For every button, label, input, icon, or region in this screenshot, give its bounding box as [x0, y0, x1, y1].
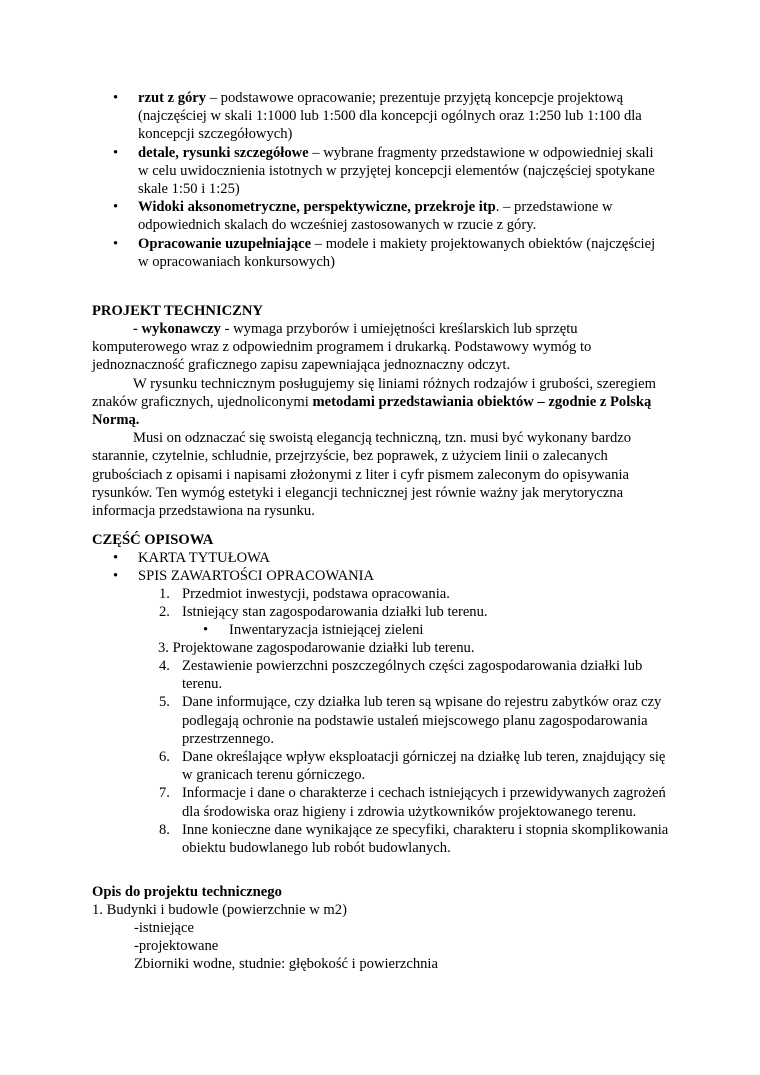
sub-bullet-icon: • [203, 622, 209, 638]
bullet-text: – modele i makiety projektowanych obiektów (najczęściej w opracowaniach konkursowych) [138, 235, 656, 270]
list-item [155, 693, 675, 748]
bullet-icon: • [113, 568, 119, 585]
item-text: Istniejący stan zagospodarowania działki lub terenu. [182, 604, 488, 621]
item-text: Inne konieczne dane wynikające ze specyfiki, charakteru i stopnia skomplikowania obiektu budowlanego lub robót budowlanych. [182, 821, 669, 857]
item-number: 7. [159, 785, 170, 802]
list-item [92, 144, 667, 199]
item-text: Zestawienie powierzchni poszczególnych części zagospodarowania działki lub terenu. [182, 658, 643, 693]
list-item [155, 784, 675, 820]
item-text: Dane określające wpływ eksploatacji górniczej na działkę lub teren, znajdujący się w granicach terenu górniczego. [182, 749, 666, 784]
item-number: 6. [159, 749, 170, 766]
bullet-icon: • [113, 90, 119, 106]
item-number: 2. [159, 604, 170, 621]
list-item-plain: 3. Projektowane zagospodarowanie działki lub terenu. [158, 640, 475, 656]
list-item [155, 585, 675, 603]
paragraph-text: Musi on odznaczać się swoistą elegancją techniczną, tzn. musi być wykonany bardzo starannie, czytelnie, schludnie, przejrzyście, bez poprawek, z użyciem linii o zalecanych grubościach z opisami i napisami złożonymi z liter i cyfr pismem zaleconym do opisywania rysunków. Ten wymóg estetyki i elegancji technicznej jest równie ważny jak merytoryczna informacja przedstawiona na rysunku. [92, 430, 632, 520]
bullet-text: – wybrane fragmenty przedstawione w odpowiedniej skali w celu uwidocznienia istotnych w przyjętej koncepcji elementów (najczęściej spotykane skale 1:50 i 1:25) [138, 144, 655, 198]
paragraph-emphasis: metodami przedstawiania obiektów – zgodnie z Polską Normą. [92, 393, 652, 429]
bullet-icon: • [113, 550, 119, 566]
item-text: Przedmiot inwestycji, podstawa opracowania. [182, 586, 450, 602]
bullet-term: rzut z góry [138, 90, 207, 106]
paragraph-lead: - wykonawczy [133, 321, 221, 337]
section-heading-opis: Opis do projektu technicznego [92, 884, 282, 900]
numbered-list [155, 585, 675, 621]
list-item [92, 235, 667, 271]
sub-bullet-text: Inwentaryzacja istniejącej zieleni [229, 622, 424, 638]
section-heading-projekt: PROJEKT TECHNICZNY [92, 303, 263, 319]
opis-line: -projektowane [134, 938, 219, 954]
list-item [155, 657, 675, 693]
item-text: Informacje i dane o charakterze i cechach istniejących i przewidywanych zagrożeń dla środowiska oraz higieny i zdrowia użytkowników projektowanego terenu. [182, 785, 666, 820]
projekt-body [92, 320, 664, 520]
opisowa-bullet-list [92, 549, 667, 585]
list-item [92, 549, 667, 567]
bullet-text: . – przedstawione w odpowiednich skalach do wcześniej zastosowanych w rzucie z góry. [138, 199, 613, 234]
opis-line: Zbiorniki wodne, studnie: głębokość i powierzchnia [134, 956, 438, 972]
bullet-term: Widoki aksonometryczne, perspektywiczne, przekroje itp [138, 199, 496, 216]
item-number: 5. [159, 694, 170, 711]
paragraph [92, 429, 664, 520]
list-item [155, 821, 675, 857]
item-number: 1. [159, 586, 170, 602]
bullet-term: Opracowanie uzupełniające [138, 235, 312, 252]
list-item [92, 567, 667, 585]
paragraph [92, 320, 664, 375]
paragraph [92, 375, 664, 430]
item-text: Dane informujące, czy działka lub teren są wpisane do rejestru zabytków oraz czy podlegają ochronie na podstawie ustaleń miejscowego planu zagospodarowania przestrzennego. [182, 694, 662, 747]
bullet-icon: • [113, 199, 119, 216]
numbered-list-continued [155, 657, 675, 857]
list-item [92, 89, 667, 144]
bullet-icon: • [113, 235, 119, 252]
list-item [155, 603, 675, 621]
paragraph-text: - wymaga przyborów i umiejętności kreślarskich lub sprzętu komputerowego wraz z odpowiednim programem i drukarką. Podstawowy wymóg to jednoznaczność graficznego zapisu zapewniająca jednoznaczny odczyt. [92, 321, 592, 374]
bullet-text: SPIS ZAWARTOŚCI OPRACOWANIA [138, 568, 375, 585]
opis-line: -istniejące [134, 920, 194, 936]
bullet-icon: • [113, 144, 119, 161]
bullet-text: – podstawowe opracowanie; prezentuje przyjętą koncepcje projektową (najczęściej w skali 1:1000 lub 1:500 dla koncepcji ogólnych oraz 1:250 lub 1:100 dla koncepcji szczegółowych) [138, 90, 642, 143]
top-bullet-list [92, 89, 667, 271]
list-item [92, 198, 667, 234]
opis-line: 1. Budynki i budowle (powierzchnie w m2) [92, 902, 347, 918]
section-heading-opisowa: CZĘŚĆ OPISOWA [92, 532, 214, 548]
bullet-text: KARTA TYTUŁOWA [138, 550, 270, 566]
list-item [155, 748, 675, 784]
item-number: 4. [159, 658, 170, 674]
item-number: 8. [159, 821, 170, 838]
paragraph-text: W rysunku technicznym posługujemy się liniami różnych rodzajów i grubości, szeregiem znaków graficznych, ujednoliconymi [92, 375, 656, 410]
bullet-term: detale, rysunki szczegółowe [138, 144, 309, 161]
